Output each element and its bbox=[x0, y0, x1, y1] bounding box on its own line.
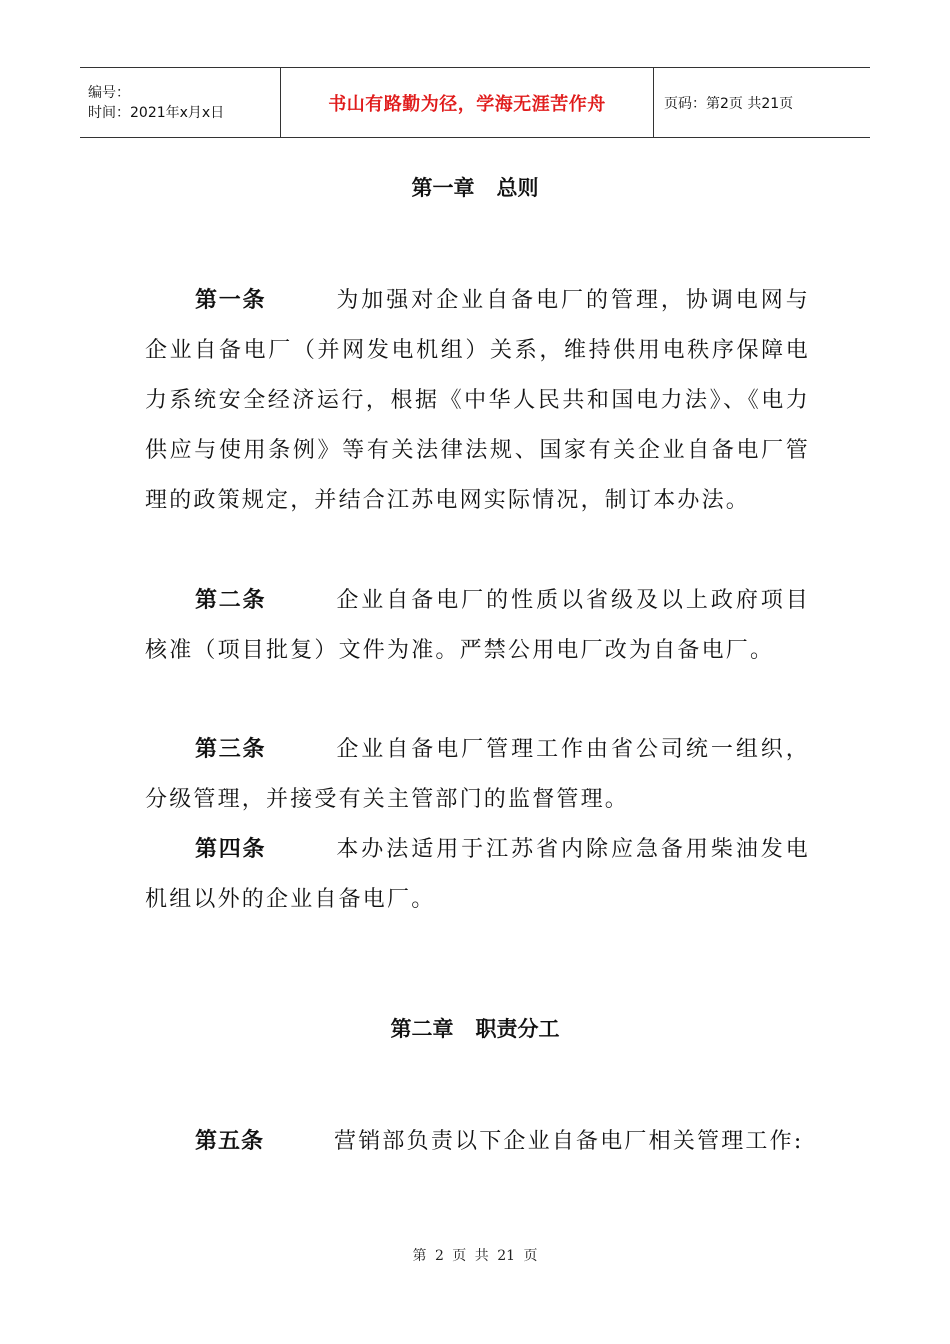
page-code-text: 页码：第2页 共21页 bbox=[664, 95, 794, 112]
article-2 bbox=[145, 576, 810, 676]
article-4 bbox=[145, 825, 810, 925]
article-text: 营销部负责以下企业自备电厂相关管理工作: bbox=[334, 1129, 804, 1154]
article-text: 企业自备电厂的性质以省级及以上政府项目核准（项目批复）文件为准。严禁公用电厂改为自备电厂。 bbox=[145, 588, 810, 663]
article-3 bbox=[145, 725, 810, 825]
chapter-number: 第一章 bbox=[411, 176, 475, 200]
chapter-number: 第二章 bbox=[390, 1017, 454, 1041]
article-label: 第二条 bbox=[195, 588, 267, 613]
page-header bbox=[80, 67, 870, 138]
article-label: 第一条 bbox=[195, 288, 267, 313]
chapter-name: 总则 bbox=[496, 176, 539, 200]
article-text: 企业自备电厂管理工作由省公司统一组织，分级管理，并接受有关主管部门的监督管理。 bbox=[145, 737, 810, 812]
document-number: 编号： bbox=[88, 84, 130, 101]
chapter-name: 职责分工 bbox=[475, 1017, 560, 1041]
chapter-title-1 bbox=[0, 172, 950, 202]
article-text: 本办法适用于江苏省内除应急备用柴油发电机组以外的企业自备电厂。 bbox=[145, 837, 810, 912]
article-5 bbox=[145, 1117, 810, 1167]
footer-page-number: 第 2 页 共 21 页 bbox=[412, 1248, 538, 1264]
article-1 bbox=[145, 276, 810, 526]
page-footer bbox=[0, 1245, 950, 1265]
header-motto-cell bbox=[281, 68, 654, 137]
article-label: 第四条 bbox=[195, 837, 267, 862]
chapter-title-2 bbox=[0, 1013, 950, 1043]
document-time: 时间：2021年x月x日 bbox=[88, 104, 225, 121]
article-label: 第五条 bbox=[195, 1129, 265, 1154]
article-label: 第三条 bbox=[195, 737, 267, 762]
article-text: 为加强对企业自备电厂的管理，协调电网与企业自备电厂（并网发电机组）关系，维持供用电秩序保障电力系统安全经济运行，根据《中华人民共和国电力法》、《电力供应与使用条例》等有关法律法规、国家有关企业自备电厂管理的政策规定，并结合江苏电网实际情况，制订本办法。 bbox=[145, 288, 810, 513]
header-page-code bbox=[654, 68, 870, 137]
header-motto: 书山有路勤为径，学海无涯苦作舟 bbox=[328, 93, 606, 115]
header-meta bbox=[80, 68, 281, 137]
